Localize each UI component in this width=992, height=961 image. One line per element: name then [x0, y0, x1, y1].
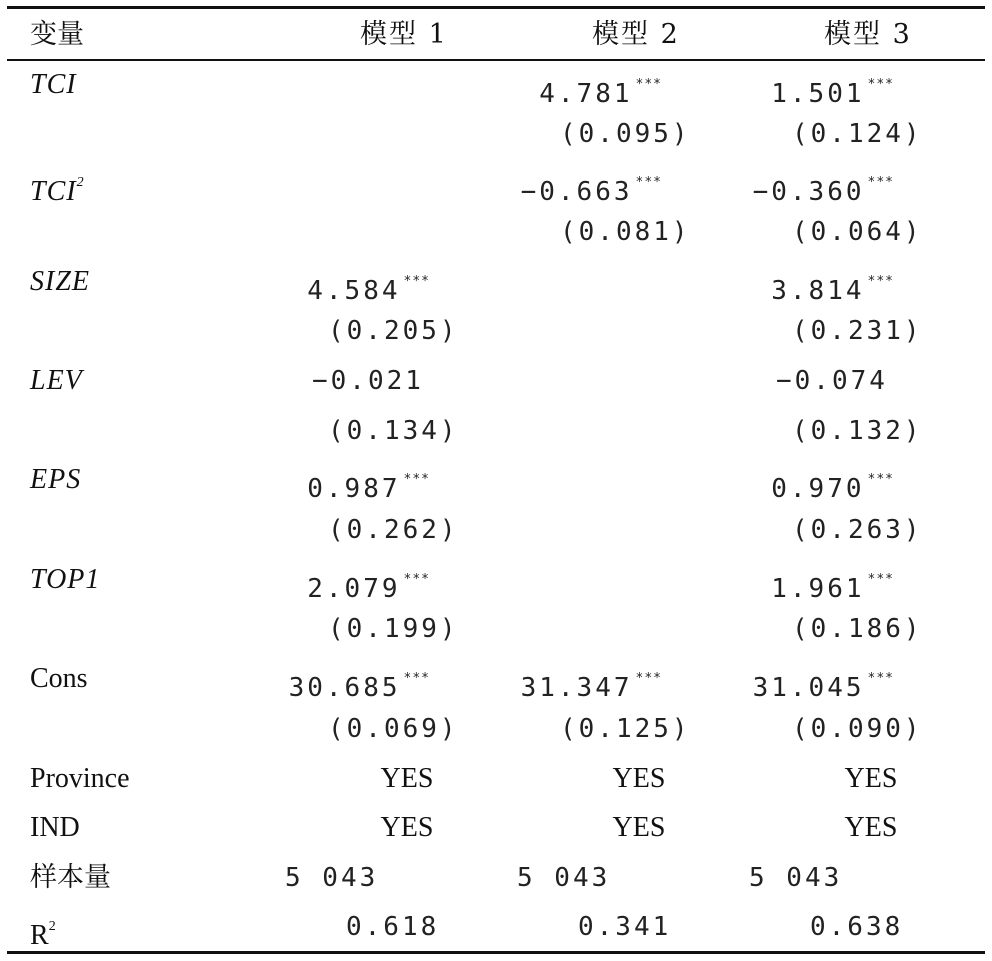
value-model-2: YES	[612, 812, 666, 843]
se-model-3: (0.090)	[792, 714, 923, 744]
se-model-1: (0.069)	[328, 714, 459, 744]
value-model-1: 5 043	[285, 863, 379, 893]
se-model-1: (0.205)	[328, 316, 459, 346]
table-row-tci-se	[0, 109, 992, 159]
coef-model-3: −0.360 ***	[752, 175, 894, 207]
value-model-3: 0.638	[810, 912, 904, 942]
variable-label: TCI	[30, 69, 77, 100]
value-model-1: YES	[380, 763, 434, 794]
coef-model-3: 3.814 ***	[771, 274, 894, 306]
table-row-sample-size	[0, 853, 992, 903]
value-model-2: YES	[612, 763, 666, 794]
se-model-3: (0.124)	[792, 119, 923, 149]
table-row-size-se	[0, 306, 992, 356]
table-row-top1	[0, 555, 992, 605]
value-model-3: 5 043	[749, 863, 843, 893]
coef-model-2: 31.347 ***	[520, 671, 662, 703]
table-row-lev	[0, 356, 992, 406]
variable-label: TOP1	[30, 564, 101, 595]
table-top-rule	[7, 6, 985, 9]
coef-model-1: 30.685 ***	[288, 671, 430, 703]
se-model-2: (0.125)	[560, 714, 691, 744]
se-model-3: (0.064)	[792, 217, 923, 247]
se-model-1: (0.262)	[328, 515, 459, 545]
variable-label: 样本量	[30, 862, 111, 893]
header-model-1: 模型 1	[360, 19, 448, 50]
coef-model-2: −0.663 ***	[520, 175, 662, 207]
header-variable: 变量	[30, 19, 84, 50]
variable-label: EPS	[30, 464, 82, 495]
table-row-ind	[0, 803, 992, 853]
header-model-2: 模型 2	[592, 19, 680, 50]
header-model-3: 模型 3	[824, 19, 912, 50]
table-row-eps-se	[0, 505, 992, 555]
coef-model-3: 0.970 ***	[771, 472, 894, 504]
coef-model-3: 1.961 ***	[771, 572, 894, 604]
variable-label: SIZE	[30, 266, 90, 297]
coef-model-1: −0.021	[312, 366, 424, 396]
table-row-eps	[0, 455, 992, 505]
coef-model-1: 4.584 ***	[307, 274, 430, 306]
coef-model-1: 0.987 ***	[307, 472, 430, 504]
variable-label: $R^2$	[30, 919, 56, 951]
table-row-top1-se	[0, 604, 992, 654]
se-model-3: (0.132)	[792, 416, 923, 446]
value-model-1: 0.618	[346, 912, 440, 942]
table-row-r2	[0, 902, 992, 952]
se-model-3: (0.263)	[792, 515, 923, 545]
table-row-tci2	[0, 158, 992, 208]
se-model-1: (0.134)	[328, 416, 459, 446]
value-model-2: 5 043	[517, 863, 611, 893]
table-row-cons	[0, 654, 992, 704]
se-model-3: (0.186)	[792, 614, 923, 644]
value-model-1: YES	[380, 812, 434, 843]
table-row-tci	[0, 60, 992, 110]
variable-label: TCI$^2$	[30, 175, 85, 207]
value-model-3: YES	[844, 812, 898, 843]
coef-model-3: 1.501 ***	[771, 77, 894, 109]
table-row-cons-se	[0, 704, 992, 754]
table-header-row	[0, 10, 992, 60]
variable-label: Province	[30, 763, 130, 794]
coef-model-3: −0.074	[776, 366, 888, 396]
variable-label: Cons	[30, 663, 88, 694]
value-model-2: 0.341	[578, 912, 672, 942]
table-row-size	[0, 257, 992, 307]
se-model-1: (0.199)	[328, 614, 459, 644]
se-model-2: (0.081)	[560, 217, 691, 247]
coef-model-3: 31.045 ***	[752, 671, 894, 703]
table-row-lev-se	[0, 406, 992, 456]
se-model-2: (0.095)	[560, 119, 691, 149]
coef-model-2: 4.781 ***	[539, 77, 662, 109]
table-row-province	[0, 754, 992, 804]
coef-model-1: 2.079 ***	[307, 572, 430, 604]
variable-label: LEV	[30, 365, 83, 396]
table-row-tci2-se	[0, 207, 992, 257]
variable-label: IND	[30, 812, 80, 843]
value-model-3: YES	[844, 763, 898, 794]
se-model-3: (0.231)	[792, 316, 923, 346]
